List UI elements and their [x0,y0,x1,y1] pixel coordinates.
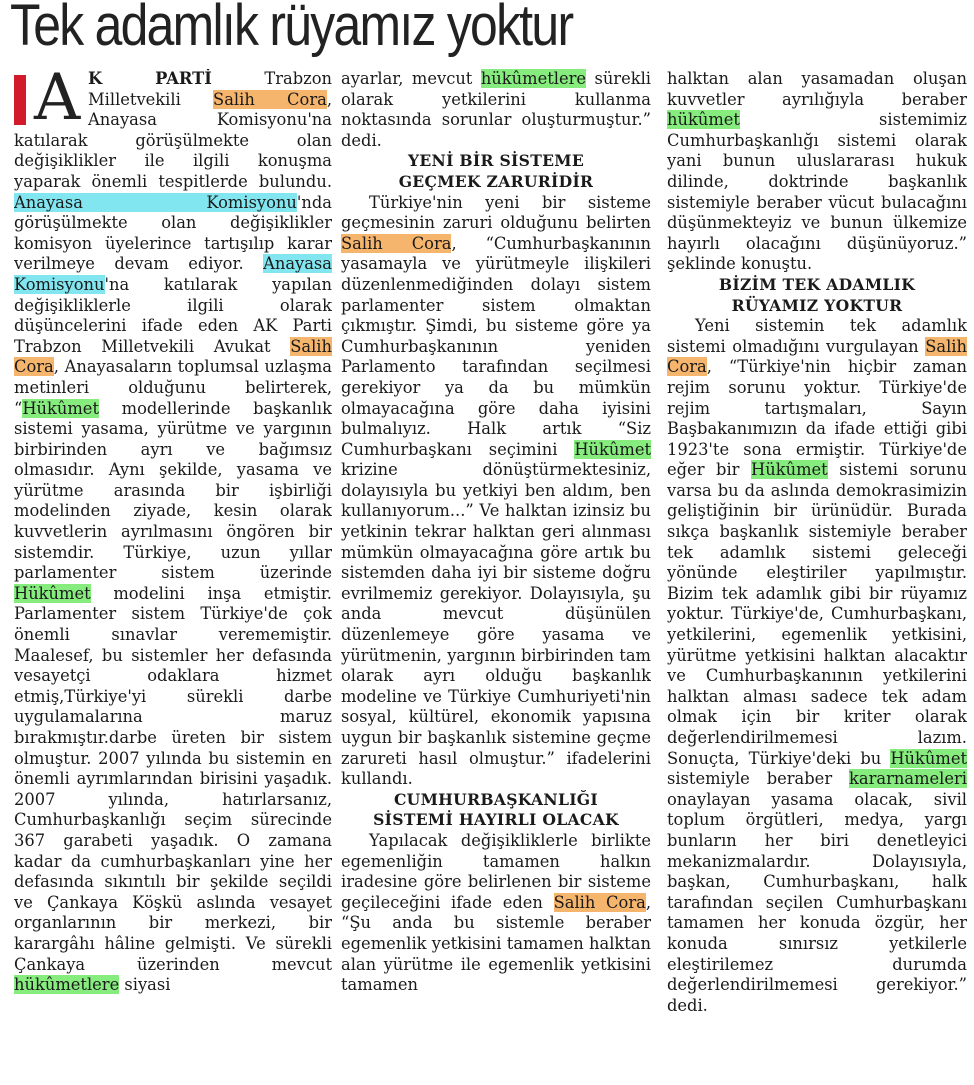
subheading-cumhurbaskanligi [341,790,651,831]
article-column-1 [14,69,332,1085]
subheading-line: CUMHURBAŞKANLIĞI [393,789,599,809]
text-run: modellerinde başkanlık sistemi yasama, yürütme ve yargının birbirinden ayrı ve bağımsız olmasıdır. Aynı şekilde, yasama ve yürütme arasında bir işbirliği modelinden ziyade, kesin olarak kuvvetlerin ayrılmasını öngören bir sistemdir. Türkiye, uzun yıllar parlamenter sistem üzerinde [14,398,332,583]
subheading-line: SİSTEMİ HAYIRLI OLACAK [373,810,619,830]
text-run: sistemiyle beraber [667,769,850,789]
article-column-2 [341,69,651,1085]
col3-paragraph-2 [667,316,967,1016]
text-run: , “Şu anda bu sistemle beraber egemenlik yetkisini tamamen halktan alan yürütme ile egemenlik yetkisini tamamen [341,892,651,995]
highlight-hukumetlere: hükûmetlere [14,975,120,995]
highlight-anayasa-komisyonu: Anayasa Komisyonu [14,254,332,294]
text-run: Türkiye'nin yeni bir sisteme geçmesinin zaruri olduğunu belirten [341,192,651,233]
col2-paragraph-3 [341,831,651,996]
highlight-anayasa-komisyonu: Anayasa Komisyonu [14,192,297,212]
dropcap-letter: A [34,69,81,135]
text-run: , Anayasa Komisyonu'na katılarak görüşülmekte olan değişiklikler ile ilgili konuşma yaparak önemli tespitlerde bulundu. [14,89,332,191]
highlight-hukumet: Hükûmet [22,398,99,418]
highlight-hukumet: hükûmet [667,110,740,130]
subheading-line: RÜYAMIZ YOKTUR [731,295,903,315]
col2-paragraph-2 [341,193,651,790]
text-run: krizine dönüştürmektesiniz, dolayısıyla bu yetkiyi ben aldım, ben kullanıyorum...” Ve halktan izinsiz bu yetkinin tekrar halktan geri alınması mümkün olmayacağına göre artık bu sistemden daha iyi bir sisteme doğru evrilmemiz gerekiyor. Dolayısıyla, şu anda mevcut düşünülen düzenlemeye göre yasama ve yürütmenin, yargının birbirinden tam olarak ayrı olduğu başkanlık modeline ve Türkiye Cumhuriyeti'nin sosyal, kültürel, ekonomik yapısına uygun bir başkanlık sistemine geçme zarureti hasıl olmuştur.” ifadelerini kullandı. [341,460,651,789]
highlight-hukumet: Hükûmet [574,439,651,459]
text-run: halktan alan yasamadan oluşan kuvvetler ayrılığıyla beraber [667,69,967,109]
col2-paragraph-1 [341,69,651,151]
text-run: , “Cumhurbaşkanının yasamayla ve yürütmeyle ilişkileri düzenlenmediğinden dolayı sistem parlamenter sistem olmaktan çıkmıştır. Şimdi, bu sisteme göre ya Cumhurbaşkanının yeniden Parlamento tarafından seçilmesi gerekiyor ya da bu mümkün olmayacağına göre daha iyisini bulmalıyız. Halk artık “Siz Cumhurbaşkanı seçimini [341,233,651,459]
text-run: modelini inşa etmiştir. Parlamenter sistem Türkiye'de çok önemli sınavlar verememiştir. Maalesef, bu sistemler her defasında vesayetçi odaklara hizmet etmiş,Türkiye'yi sürekli darbe uygulamalarına maruz bırakmıştır.darbe üreten bir sistem olmuştur. 2007 yılında bu sistemin en önemli ayrımlarından birisini yaşadık. 2007 yılında, hatırlarsanız, Cumhurbaşkanlığı seçim sürecinde 367 garabeti yaşadık. O zamana kadar da cumhurbaşkanları yine her defasında sıkıntılı bir şekilde seçildi ve Çankaya Köşkü aslında vesayet organlarının bir merkezi, bir karargâhı hâline gelmişti. Ve sürekli Çankaya üzerinden mevcut [14,583,332,974]
subheading-line: YENİ BİR SİSTEME [407,151,585,171]
text-run: Trabzon Milletvekili [88,69,332,109]
article-column-3 [667,69,967,1085]
highlight-salih-cora: Salih Cora [341,233,452,253]
highlight-salih-cora: Salih Cora [553,892,646,912]
text-run: ayarlar, mevcut [341,69,481,88]
subheading-bizim-tek-adamlik [667,275,967,316]
text-run: , “Türkiye'nin hiçbir zaman rejim sorunu yoktur. Türkiye'de rejim tartışmaları, Sayın Başbakanımızın da ifade ettiği gibi 1923'te sona ermiştir. Türkiye'de eğer bir [667,357,967,480]
text-run: sürekli olarak yetkilerini kullanma noktasında sorunlar oluşturmuştur.” dedi. [341,69,651,150]
text-run: sistemi sorunu varsa bu da aslında demokrasimizin geliştiğinin bir ürünüdür. Burada sıkça başkanlık sistemiyle beraber tek adamlık sistemi geleceği yönünde eleştiriler yapılmıştır. Bizim tek adamlık gibi bir rüyamız yoktur. Türkiye'de, Cumhurbaşkanı, yetkilerini, egemenlik yetkisini, yürütme yetkisini halktan alacaktır ve Cumhurbaşkanının yetkilerini halktan alması sadece tek adam olmak için bir kriter olarak değerlendirilmemesi lazım. Sonuçta, Türkiye'deki bu [667,460,967,768]
lead-bold: K PARTİ [88,69,212,88]
dropcap-red-bar [14,75,26,125]
text-run: onaylayan yasama olacak, sivil toplum örgütleri, medya, yargı bunların her biri denetleyici mekanizmalardır. Dolayısıyla, başkan, Cumhurbaşkanı, halk tarafından seçilen Cumhurbaşkanı tamamen her konuda özgür, her konuda sınırsız yetkilerle eleştirilemez durumda değerlendirilmemesi gerekiyor.” dedi. [667,789,967,1015]
highlight-hukumet: Hükûmet [14,583,91,603]
subheading-yeni-bir-sisteme [341,151,651,192]
subheading-line: GEÇMEK ZARURİDİR [398,171,594,191]
highlight-salih-cora: Salih Cora [213,89,327,109]
headline: Tek adamlık rüyamız yoktur [10,0,573,58]
text-run: Yeni sistemin tek adamlık sistemi olmadığını vurgulayan [667,316,967,356]
highlight-salih-cora: Salih Cora [14,336,332,377]
dropcap [14,69,84,135]
highlight-kararnameleri: kararnameleri [849,769,967,789]
highlight-hukumetlere: hükûmetlere [480,69,587,88]
text-run: 'nda görüşülmekte olan değişiklikler komisyon üyelerince tartışılıp karar verilmeye devam ediyor. [14,192,332,274]
subheading-line: BİZİM TEK ADAMLIK [718,274,916,294]
col3-paragraph-1 [667,69,967,275]
highlight-hukumet: Hükûmet [751,460,828,480]
highlight-hukumet: Hükûmet [890,748,967,768]
col1-paragraph [14,69,332,996]
highlight-salih-cora: Salih Cora [667,336,967,377]
text-run: siyasi [119,975,171,995]
text-run: , Anayasaların toplumsal uzlaşma metinleri olduğunu belirterek, “ [14,357,332,418]
text-run: 'na katılarak yapılan değişikliklerle ilgili olarak düşüncelerini ifade eden AK Parti Trabzon Milletvekili Avukat [14,274,332,356]
text-run: sistemimiz Cumhurbaşkanlığı sistemi olarak yani bunun uluslararası hukuk dilinde, doktrinde başkanlık sistemiyle beraber vücut bulacağını düşünmekteyiz ve bunun ülkemize hayırlı olacağını düşünüyoruz.” şeklinde konuştu. [667,110,967,274]
text-run: Yapılacak değişikliklerle birlikte egemenliğin tamamen halkın iradesine göre belirlenen bir sisteme geçileceğini ifade eden [341,830,651,912]
